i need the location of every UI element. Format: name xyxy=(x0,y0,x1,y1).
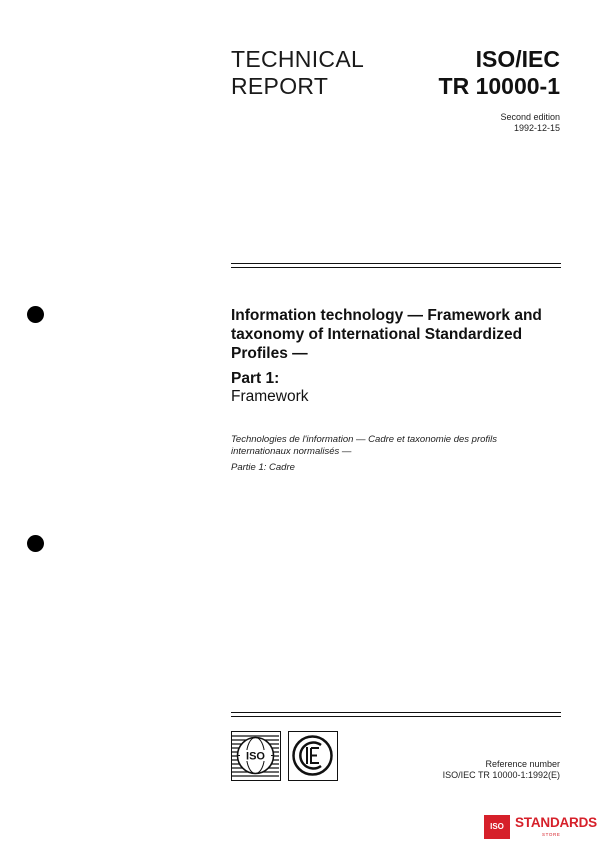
iec-logo xyxy=(288,731,338,781)
french-title-line1: Technologies de l'information — Cadre et taxonomie des profils xyxy=(231,434,498,445)
french-part-title: Partie 1: Cadre xyxy=(231,462,295,473)
header-divider xyxy=(231,263,561,268)
part-subtitle: Framework xyxy=(231,388,309,405)
edition-label: Second edition xyxy=(500,112,560,122)
document-number-line1: ISO/IEC xyxy=(475,46,560,72)
main-title xyxy=(231,306,571,363)
store-sub-text: STORE xyxy=(542,832,561,837)
iso-logo-icon xyxy=(232,732,279,779)
document-type-line1: TECHNICAL xyxy=(231,46,365,72)
iso-standards-store-badge[interactable] xyxy=(484,813,597,843)
iec-logo-icon xyxy=(289,732,336,779)
document-type-line2: REPORT xyxy=(231,73,329,99)
main-title-line1: Information technology — Framework and xyxy=(231,307,542,324)
part-label: Part 1: xyxy=(231,370,280,387)
document-type xyxy=(231,46,364,100)
edition-info xyxy=(500,112,560,134)
iso-logo xyxy=(231,731,281,781)
main-title-line3: Profiles — xyxy=(231,345,308,362)
reference-number-label: Reference number xyxy=(485,759,560,769)
footer-divider xyxy=(231,712,561,717)
svg-text:ISO: ISO xyxy=(246,750,265,763)
edition-date: 1992-12-15 xyxy=(513,123,560,133)
reference-number-value: ISO/IEC TR 10000-1:1992(E) xyxy=(442,770,560,780)
document-number xyxy=(439,46,560,100)
document-number-line2: TR 10000-1 xyxy=(438,73,560,99)
binder-hole-top xyxy=(27,306,44,323)
binder-hole-bottom xyxy=(27,535,44,552)
french-title-line2: internationaux normalisés — xyxy=(231,446,352,457)
store-iso-mark: ISO xyxy=(484,815,510,839)
french-title xyxy=(231,434,561,458)
main-title-line2: taxonomy of International Standardized xyxy=(231,326,523,343)
store-standards-text: STANDARDS xyxy=(515,815,597,830)
